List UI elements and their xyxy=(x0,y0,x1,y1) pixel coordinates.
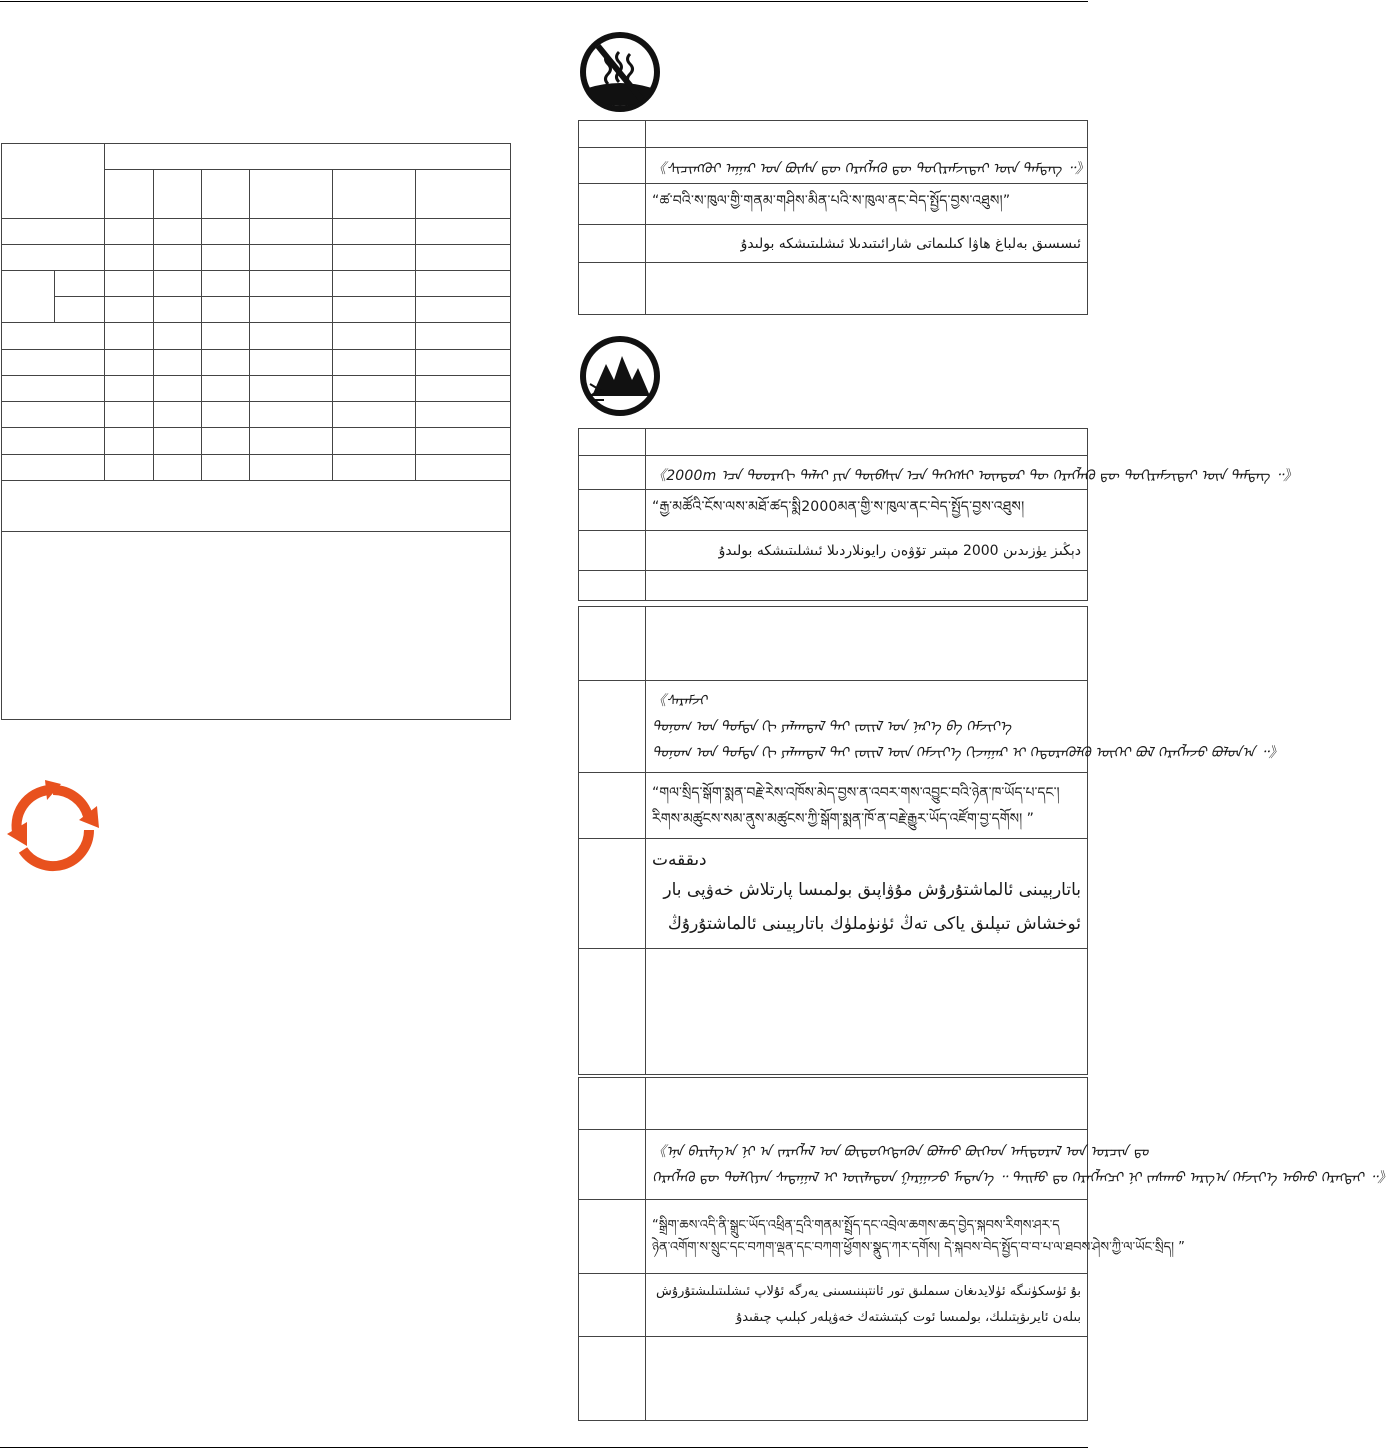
uyghur-text: ئىسسىق بەلباغ ھاۋا كىلىماتى شارائىتىدىلا ئىشلىتىشكە بولىدۇ xyxy=(646,225,1088,263)
table-cell xyxy=(333,376,416,402)
table-row xyxy=(2,402,511,428)
table-row xyxy=(2,376,511,402)
table-cell xyxy=(2,323,105,350)
text-line: ᠬᠡᠷᠡᠭᠯᠡᠬᠦ ᠳᠦ ᠳᠣᠯᠭᠢᠶᠠᠨ ᠰᠠᠳᠠᠭᠠᠯ ᠢ ᠦᠢᠯᠡᠳᠦᠨ ᠭᠠᠷᠭᠠᠵᠤ ᠮᠡᠳᠡᠨ᠎ᠡ ᠃ ᠲᠡᠢᠮᠦ ᠳᠤ ᠬᠡᠷᠡᠭᠯᠡᠭᠴᠢ ᠨᠢ ᠵᠠᠰᠠᠬᠤ ᠠᠷᠭ᠎ᠠ ᠬᠡᠮᠵᠢᠶ᠎ᠡ ᠠᠪᠬᠤ ᠬᠡᠷᠡᠭᠲᠡᠢ ᠃》 xyxy=(652,1169,1391,1186)
table-row xyxy=(2,219,511,245)
table-row xyxy=(2,350,511,376)
table-cell xyxy=(333,245,416,271)
table-cell xyxy=(250,455,333,481)
mongolian-text: 《ᠰᠢᠴᠢᠩᠭᠦᠢ ᠠᠭᠠᠷ ᠤᠨ ᠪᠦᠰᠡ ᠳᠦ ᠬᠡᠷᠡᠭᠯᠡᠬᠦ ᠳᠦ ᠲᠣᠬᠢᠷᠠᠮᠵᠢᠲᠠᠢ ᠦᠨ ᠲᠡᠮᠳᠡᠭ ᠃》 xyxy=(646,148,1088,184)
tibetan-text-block xyxy=(646,1200,1185,1274)
tibetan-text: “ཚ་བའི་ས་ཁུལ་གྱི་གནམ་གཤིས་མིན་པའི་ས་ཁུལ་ནང་བེད་སྤྱོད་བྱས་འཐུས།” xyxy=(646,184,1088,225)
table-cell xyxy=(105,323,154,350)
table-cell xyxy=(333,170,416,219)
table-cell xyxy=(333,402,416,428)
table-row xyxy=(579,949,1088,1075)
table-cell xyxy=(416,271,511,297)
table-row xyxy=(2,271,511,297)
table-cell xyxy=(154,455,202,481)
row-text xyxy=(646,429,1088,456)
table-cell xyxy=(154,297,202,323)
table-row xyxy=(2,428,511,455)
row-label xyxy=(579,1274,646,1337)
table-cell xyxy=(105,455,154,481)
table-cell xyxy=(202,323,250,350)
table-cell xyxy=(154,428,202,455)
table-row xyxy=(2,481,511,532)
table-cell xyxy=(2,245,105,271)
row-label xyxy=(579,949,646,1075)
table-row xyxy=(2,245,511,271)
table-cell xyxy=(105,271,154,297)
table-row xyxy=(579,263,1088,315)
row-text xyxy=(646,1337,1088,1421)
row-label xyxy=(579,1200,646,1274)
table-row xyxy=(579,490,1088,531)
table-row xyxy=(579,1200,1088,1274)
row-label xyxy=(579,225,646,263)
table-row xyxy=(2,144,511,170)
table-cell xyxy=(202,219,250,245)
table-cell xyxy=(416,297,511,323)
text-line: “སྒྲིག་ཆས་འདི་ནི་སྒྲུང་ཡོད་འཕྲིན་དྲའི་གནམ་སྤྲོད་དང་འབྲེལ་ཆགས་ཆད་བྱེད་སྐབས་རིགས་ཤར་ད xyxy=(652,1217,1060,1233)
row-label xyxy=(579,607,646,681)
table-cell xyxy=(250,376,333,402)
table-cell xyxy=(105,402,154,428)
table-cell xyxy=(333,297,416,323)
table-cell xyxy=(333,455,416,481)
row-label xyxy=(579,681,646,773)
table-cell xyxy=(250,271,333,297)
row-label xyxy=(579,184,646,225)
table-cell xyxy=(333,350,416,376)
table-row xyxy=(579,839,1088,949)
table-row xyxy=(579,681,1088,773)
text-line: ᠲᠣᠨᠣᠭ ᠤᠨ ᠳᠤᠮᠳᠠ ᠬᠢ ᠶᠠᠯᠠᠭᠳᠠᠯ ᠲᠠᠢ ᠵᠦᠢᠯ ᠤᠨ ᠨᠡᠷ᠎ᠡ ᠪᠠ ᠬᠡᠮᠵᠢᠶ᠎ᠡ xyxy=(652,718,1012,735)
antenna-grounding-table xyxy=(578,1077,1391,1421)
humidity-notice-table xyxy=(578,120,1088,315)
recycle-arrows-icon xyxy=(1,776,105,872)
hazardous-substance-table xyxy=(1,143,511,720)
table-cell xyxy=(250,245,333,271)
bottom-rule xyxy=(0,1447,1088,1448)
table-cell xyxy=(55,297,105,323)
table-cell xyxy=(2,376,105,402)
table-note-cell xyxy=(2,532,511,720)
table-row xyxy=(2,297,511,323)
row-label xyxy=(579,1130,646,1200)
table-row xyxy=(2,455,511,481)
table-cell xyxy=(250,350,333,376)
table-cell xyxy=(416,170,511,219)
table-cell xyxy=(250,402,333,428)
table-cell xyxy=(2,455,105,481)
altitude-notice-table xyxy=(578,428,1298,601)
table-cell xyxy=(416,219,511,245)
table-cell xyxy=(250,428,333,455)
table-cell xyxy=(154,271,202,297)
table-note-cell xyxy=(2,481,511,532)
row-text xyxy=(646,263,1088,315)
row-text xyxy=(646,607,1088,681)
text-line: 《ᠰᠡᠷᠡᠮᠵᠢ xyxy=(652,692,707,709)
table-cell xyxy=(154,170,202,219)
tibetan-text-block xyxy=(646,773,1088,839)
table-row xyxy=(579,1078,1088,1130)
table-cell xyxy=(105,219,154,245)
table-cell xyxy=(202,402,250,428)
row-text xyxy=(646,121,1088,148)
row-text xyxy=(646,949,1088,1075)
table-row xyxy=(579,121,1088,148)
table-cell xyxy=(202,428,250,455)
table-cell xyxy=(2,144,105,219)
text-line: ئوخشاش تىپلىق ياكى تەڭ ئۈنۈملۈك باتارېيىنى ئالماشتۇرۇڭ xyxy=(667,913,1081,934)
table-cell xyxy=(105,245,154,271)
table-cell xyxy=(416,245,511,271)
table-cell xyxy=(55,271,105,297)
row-label xyxy=(579,148,646,184)
mongolian-text: 《2000m ᠡᠴᠡ ᠳᠣᠣᠷᠠᠬᠢ ᠳᠠᠯᠠᠢ ᠶᠢᠨ ᠲᠦᠪᠰᠢᠨ ᠡᠴᠡ ᠳᠡᠭᠡᠭᠰᠢ ᠥᠨᠳᠦᠷ ᠲᠦ ᠬᠡᠷᠡᠭᠯᠡᠬᠦ ᠳᠦ ᠲᠣᠬᠢᠷᠠᠮᠵᠢᠲᠠᠢ ᠦᠨ ᠲᠡᠮᠳᠡᠭ ᠃》 xyxy=(646,456,1088,490)
table-row xyxy=(2,323,511,350)
table-cell xyxy=(105,376,154,402)
table-cell xyxy=(202,245,250,271)
row-label xyxy=(579,1337,646,1421)
table-cell xyxy=(416,428,511,455)
table-cell xyxy=(2,350,105,376)
table-cell xyxy=(333,323,416,350)
table-row xyxy=(579,571,1088,601)
uyghur-text: دېڭىز يۈزىدىن 2000 مېتىر تۆۋەن رايونلاردىلا ئىشلىتىشكە بولىدۇ xyxy=(646,531,1088,571)
table-row xyxy=(579,1337,1088,1421)
table-cell xyxy=(416,350,511,376)
row-label xyxy=(579,263,646,315)
table-cell xyxy=(250,219,333,245)
table-cell xyxy=(105,144,511,170)
table-cell xyxy=(416,376,511,402)
table-cell xyxy=(202,297,250,323)
text-line: بىلەن ئايرىۋېتىلىك، بولمىسا ئوت كېتىشتەك خەۋپلەر كېلىپ چىقىدۇ xyxy=(736,1310,1081,1325)
table-row xyxy=(579,773,1088,839)
row-label xyxy=(579,571,646,601)
table-cell xyxy=(202,455,250,481)
table-cell xyxy=(154,219,202,245)
table-row xyxy=(579,607,1088,681)
table-row xyxy=(579,429,1088,456)
table-cell xyxy=(250,297,333,323)
table-cell xyxy=(154,245,202,271)
table-cell xyxy=(250,170,333,219)
table-cell xyxy=(2,219,105,245)
table-cell xyxy=(416,455,511,481)
table-cell xyxy=(154,376,202,402)
tibetan-text: “རྒྱ་མཚོའི་ངོས་ལས་མཐོ་ཚད་སྨི2000མན་གྱི་ས་ཁུལ་ནང་བེད་སྤྱོད་བྱས་འཐུས། xyxy=(646,490,1088,531)
table-cell xyxy=(2,402,105,428)
top-rule xyxy=(0,1,1088,2)
row-label xyxy=(579,531,646,571)
table-cell xyxy=(250,323,333,350)
uyghur-text-block xyxy=(646,839,1088,949)
text-line: “གལ་སྲིད་སྒོག་སྨན་བརྗེ་རེས་འཁོས་མེད་བྱས་ན་འབར་གས་འབྱུང་བའི་ཉེན་ཁ་ཡོད་པ་དང་། xyxy=(652,784,1060,801)
table-cell xyxy=(416,402,511,428)
table-cell xyxy=(105,428,154,455)
table-cell xyxy=(154,350,202,376)
table-cell xyxy=(202,271,250,297)
row-label xyxy=(579,429,646,456)
table-cell xyxy=(202,376,250,402)
table-row xyxy=(2,532,511,720)
text-line: دىققەت xyxy=(652,849,707,870)
table-cell xyxy=(333,219,416,245)
row-label xyxy=(579,121,646,148)
table-cell xyxy=(333,428,416,455)
table-row xyxy=(579,531,1088,571)
text-line: ཉེན་འགོག་ས་སྲུང་དང་བཀག་ལྡན་དང་བཀག་ཕྱོགས་སྣུད་ཀར་དགོས། དེ་སྐབས་བེད་སྤྱོད་བ་བ་པ་ལ་ཐབས་ཤེས་ཀྱི་ལ་ཡོང་སྲིད། ” xyxy=(652,1239,1185,1255)
battery-caution-table xyxy=(578,606,1283,1075)
table-cell xyxy=(105,350,154,376)
mongolian-text-block xyxy=(646,1130,1391,1200)
table-cell xyxy=(154,323,202,350)
table-row xyxy=(579,1130,1088,1200)
table-cell xyxy=(2,271,55,323)
row-label xyxy=(579,456,646,490)
row-label xyxy=(579,1078,646,1130)
uyghur-text-block xyxy=(646,1274,1088,1337)
table-row xyxy=(579,225,1088,263)
text-line: باتارېيىنى ئالماشتۇرۇش مۇۋاپىق بولمىسا پارتلاش خەۋپى بار xyxy=(663,879,1081,900)
text-line: 《ᠡᠨᠡ ᠪᠠᠷᠢᠯᠭ᠎ᠠ ᠨᠢ ᠠ ᠵᠡᠷᠡᠭᠯᠡᠯ ᠤᠨ ᠪᠦᠲᠦᠭᠡᠭᠳᠡᠬᠦᠨ ᠪᠣᠯᠬᠤ ᠪᠥᠭᠡᠳ ᠠᠮᠢᠳᠤᠷᠠᠯ ᠤᠨ ᠣᠷᠴᠢᠨ ᠳᠤ xyxy=(652,1143,1149,1160)
text-line: بۇ ئۈسكۈنىگە ئۈلايدىغان سىملىق تور ئانتېننىسىنى يەرگە ئۇلاپ ئىشلىتىلىشتۇرۇش xyxy=(655,1284,1081,1299)
table-cell xyxy=(202,350,250,376)
table-cell xyxy=(154,402,202,428)
text-line: རིགས་མཚུངས་སམ་ནུས་མཚུངས་ཀྱི་སྒོག་སྨན་ཁོ་ན་བརྗེ་རྒྱུར་ཡོད་འཛོག་བྱ་དགོས། ” xyxy=(652,810,1034,827)
table-cell xyxy=(416,323,511,350)
table-cell xyxy=(333,271,416,297)
row-text xyxy=(646,571,1088,601)
table-row xyxy=(579,148,1088,184)
table-row xyxy=(579,456,1088,490)
table-cell xyxy=(2,428,105,455)
table-row xyxy=(579,184,1088,225)
text-line: ᠲᠣᠨᠣᠭ ᠤᠨ ᠳᠤᠮᠳᠠ ᠬᠢ ᠶᠠᠯᠠᠭᠳᠠᠯ ᠲᠠᠢ ᠵᠦᠢᠯ ᠦᠨ ᠬᠡᠮᠵᠢᠶ᠎ᠡ ᠬᠢᠵᠠᠭᠠᠷ ᠢ ᠬᠡᠲᠦᠷᠡᠭᠦᠯᠬᠦ ᠦᠭᠡᠢ ᠪᠣᠯ ᠬᠡᠷᠡᠭᠯᠡᠵᠦ ᠪᠣᠯᠣᠨ᠎ᠠ ᠃》 xyxy=(652,744,1283,761)
row-label xyxy=(579,490,646,531)
table-cell xyxy=(105,170,154,219)
row-label xyxy=(579,773,646,839)
table-row xyxy=(579,1274,1088,1337)
table-cell xyxy=(105,297,154,323)
no-humidity-icon xyxy=(578,30,662,114)
table-cell xyxy=(202,170,250,219)
altitude-mountains-icon xyxy=(578,334,662,418)
mongolian-text-block xyxy=(646,681,1283,773)
row-text xyxy=(646,1078,1088,1130)
row-label xyxy=(579,839,646,949)
